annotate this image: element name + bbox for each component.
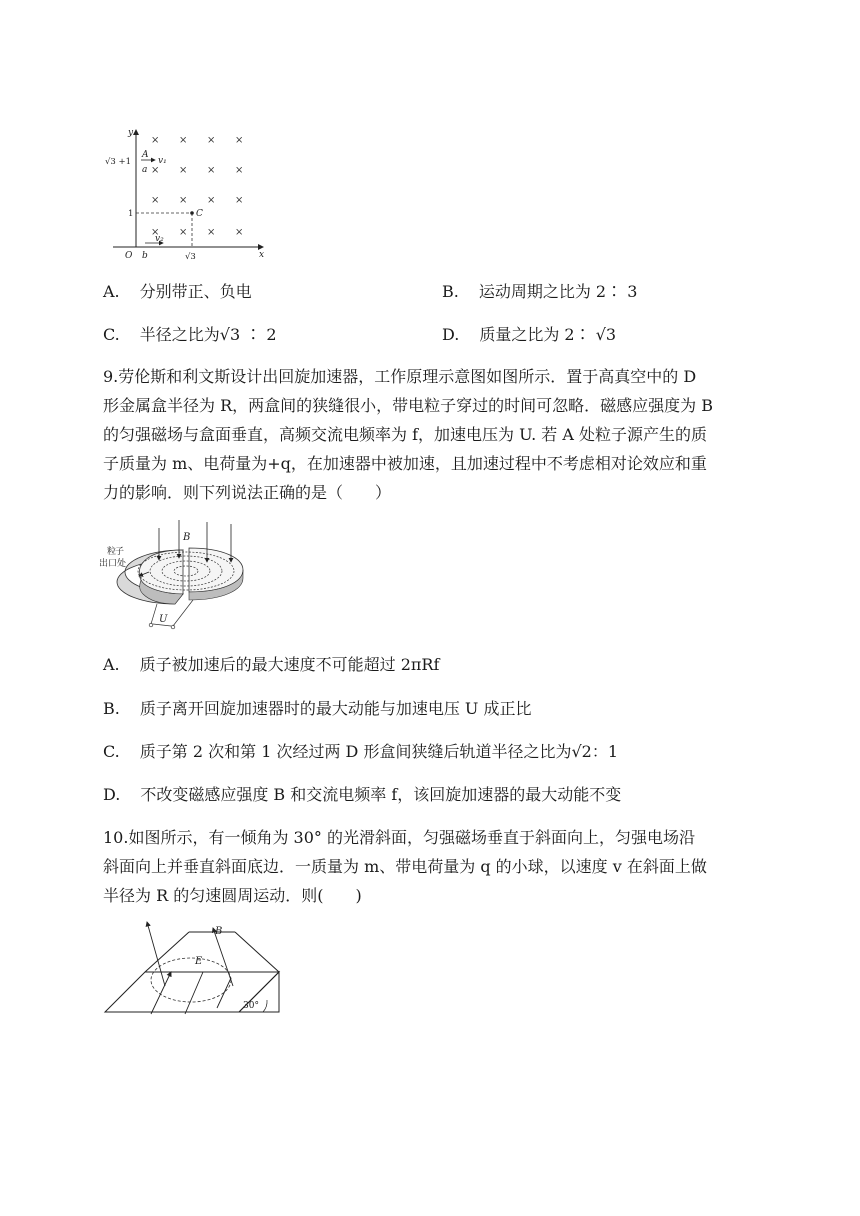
cyclotron-exit-label: 粒	[107, 547, 117, 557]
option-text: 质子离开回旋加速器时的最大动能与加速电压 U 成正比	[139, 699, 532, 718]
option-letter: A.	[103, 282, 120, 301]
y-tick-top: √3 +1	[105, 157, 132, 167]
q9-line: 力的影响．则下列说法正确的是（ ）	[103, 483, 392, 502]
y-tick-1: 1	[128, 209, 134, 219]
incline-b-label: B	[215, 926, 223, 937]
cyclotron-diagram	[93, 518, 253, 636]
field-cross: ×	[151, 227, 160, 238]
field-cross: ×	[207, 227, 216, 238]
option-text: 质量之比为 2∶ √3	[479, 325, 617, 344]
field-cross: ×	[151, 165, 160, 176]
v1-label: v₁	[158, 156, 167, 166]
cyclotron-exit-label: 子	[115, 547, 125, 557]
point-c-label: C	[196, 209, 203, 219]
q9-line: 9.劳伦斯和利文斯设计出回旋加速器，工作原理示意图如图所示．置于高真空中的 D	[103, 367, 697, 386]
option-letter: A.	[103, 655, 120, 674]
q9-option-b	[103, 699, 532, 719]
q9-line: 的匀强磁场与盒面垂直，高频交流电频率为 f，加速电压为 U. 若 A 处粒子源产生的质	[103, 425, 708, 444]
q9-stem	[103, 362, 763, 507]
incline-angle-label: 30°	[243, 1001, 259, 1011]
q9-option-d	[103, 785, 621, 805]
point-a-label: A	[142, 150, 149, 160]
option-letter: C.	[103, 742, 120, 761]
magnetic-field-coordinate-diagram	[103, 125, 273, 265]
field-cross: ×	[179, 195, 188, 206]
cyclotron-exit-label: 出口处	[99, 559, 127, 569]
q8-option-a	[103, 282, 252, 302]
field-cross: ×	[235, 165, 244, 176]
q8-option-c	[103, 325, 277, 345]
option-letter: B.	[103, 699, 120, 718]
option-text: 质子第 2 次和第 1 次经过两 D 形盒间狭缝后轨道半径之比为√2：1	[139, 742, 619, 761]
field-cross: ×	[179, 165, 188, 176]
field-cross: ×	[235, 195, 244, 206]
option-text: 不改变磁感应强度 B 和交流电频率 f，该回旋加速器的最大动能不变	[140, 785, 622, 804]
q9-line: 形金属盒半径为 R，两盒间的狭缝很小，带电粒子穿过的时间可忽略．磁感应强度为 B	[103, 396, 713, 415]
q9-option-c	[103, 742, 618, 762]
y-axis-label: y	[128, 128, 134, 138]
point-b-sub-label: b	[142, 251, 148, 261]
option-text: 质子被加速后的最大速度不可能超过 2πRf	[139, 655, 440, 674]
q9-line: 子质量为 m、电荷量为+q，在加速器中被加速，且加速过程中不考虑相对论效应和重	[103, 454, 707, 473]
incline-e-label: E	[195, 956, 203, 967]
x-tick: √3	[185, 252, 196, 262]
field-cross: ×	[235, 227, 244, 238]
option-letter: B.	[442, 282, 459, 301]
field-cross: ×	[179, 227, 188, 238]
origin-label: O	[125, 251, 133, 261]
option-text: 运动周期之比为 2∶ 3	[478, 282, 638, 301]
x-axis-label: x	[259, 250, 265, 260]
q10-line: 半径为 R 的匀速圆周运动．则( )	[103, 886, 362, 905]
cyclotron-b-label: B	[183, 532, 191, 543]
option-letter: C.	[103, 325, 120, 344]
option-letter: D.	[103, 785, 121, 804]
field-cross: ×	[207, 195, 216, 206]
option-text: 分别带正、负电	[139, 282, 252, 301]
field-cross: ×	[207, 165, 216, 176]
cyclotron-u-label: U	[159, 614, 168, 625]
option-text: 半径之比为√3 ∶ 2	[139, 325, 277, 344]
q10-line: 10.如图所示，有一倾角为 30° 的光滑斜面，匀强磁场垂直于斜面向上，匀强电场沿	[103, 828, 695, 847]
inclined-plane-diagram	[103, 920, 283, 1020]
v2-label: v₂	[155, 234, 164, 244]
field-cross: ×	[151, 195, 160, 206]
option-letter: D.	[442, 325, 460, 344]
q9-option-a	[103, 655, 439, 675]
q10-stem	[103, 823, 763, 910]
field-cross: ×	[235, 135, 244, 146]
field-cross: ×	[207, 135, 216, 146]
q8-option-b	[442, 282, 637, 302]
q8-option-d	[442, 325, 616, 345]
field-cross: ×	[151, 135, 160, 146]
field-cross: ×	[179, 135, 188, 146]
point-a-sub-label: a	[142, 165, 148, 175]
q10-line: 斜面向上并垂直斜面底边．一质量为 m、带电荷量为 q 的小球，以速度 v 在斜面上做	[103, 857, 707, 876]
